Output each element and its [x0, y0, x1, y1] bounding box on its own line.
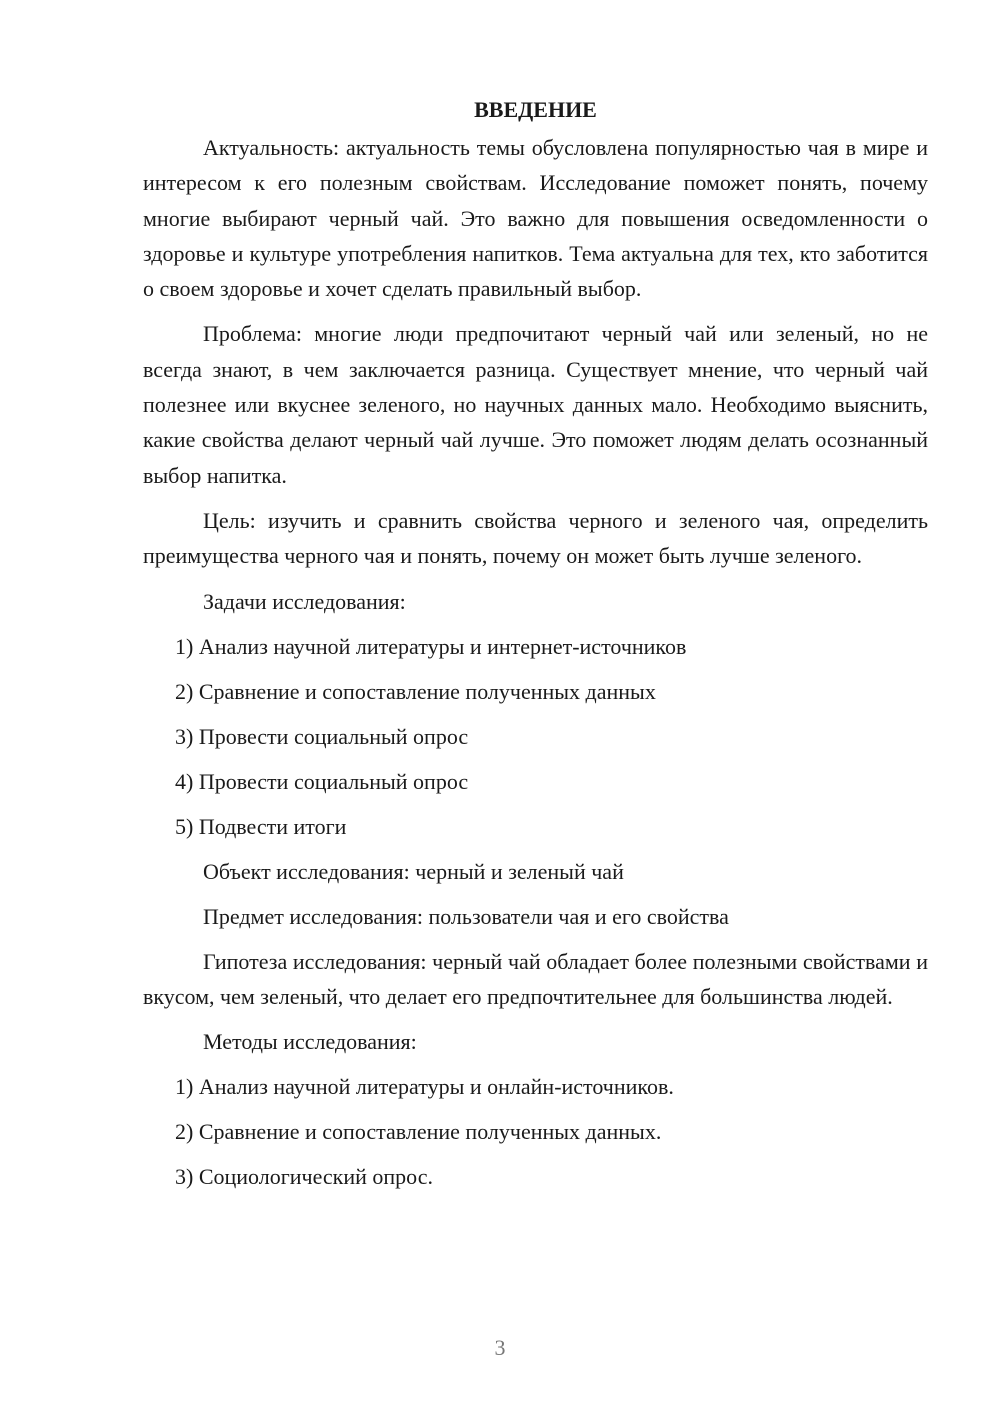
goal-paragraph: Цель: изучить и сравнить свойства черного и зеленого чая, определить преимущества черного чая и понять, почему он может быть лучше зеленого.	[143, 507, 928, 569]
methods-heading: Методы исследования:	[203, 1029, 417, 1055]
method-item-2: 2) Сравнение и сопоставление полученных данных.	[175, 1119, 662, 1145]
task-item-1: 1) Анализ научной литературы и интернет-источников	[175, 633, 687, 659]
tasks-heading: Задачи исследования:	[203, 588, 406, 614]
hypothesis-paragraph: Гипотеза исследования: черный чай обладает более полезными свойствами и вкусом, чем зеленый, что делает его предпочтительнее для большинства людей.	[143, 948, 928, 1009]
method-item-1: 1) Анализ научной литературы и онлайн-источников.	[175, 1074, 674, 1100]
task-item-4: 4) Провести социальный опрос	[175, 768, 469, 794]
page-number: 3	[494, 1335, 506, 1360]
task-item-2: 2) Сравнение и сопоставление полученных данных	[175, 678, 656, 704]
relevance-paragraph: Актуальность: актуальность темы обусловлена популярностью чая в мире и интересом к его полезным свойствам. Исследование поможет понять, почему многие выбирают черный чай. Это важно для повышения осведомленности о здоровье и культуре употребления напитков. Тема актуальна для тех, кто заботится о своем здоровье и хочет сделать правильный выбор.	[143, 135, 928, 302]
research-subject: Предмет исследования: пользователи чая и его свойства	[203, 903, 729, 929]
document-page	[143, 92, 928, 1204]
task-item-3: 3) Провести социальный опрос	[175, 723, 469, 749]
problem-paragraph: Проблема: многие люди предпочитают черный чай или зеленый, но не всегда знают, в чем заключается разница. Существует мнение, что черный чай полезнее или вкуснее зеленого, но научных данных мало. Необходимо выяснить, какие свойства делают черный чай лучше. Это поможет людям делать осознанный выбор напитка.	[143, 321, 928, 488]
task-item-5: 5) Подвести итоги	[175, 813, 347, 839]
section-title: ВВЕДЕНИЕ	[474, 97, 597, 122]
research-object: Объект исследования: черный и зеленый чай	[203, 858, 624, 884]
method-item-3: 3) Социологический опрос.	[175, 1164, 433, 1190]
